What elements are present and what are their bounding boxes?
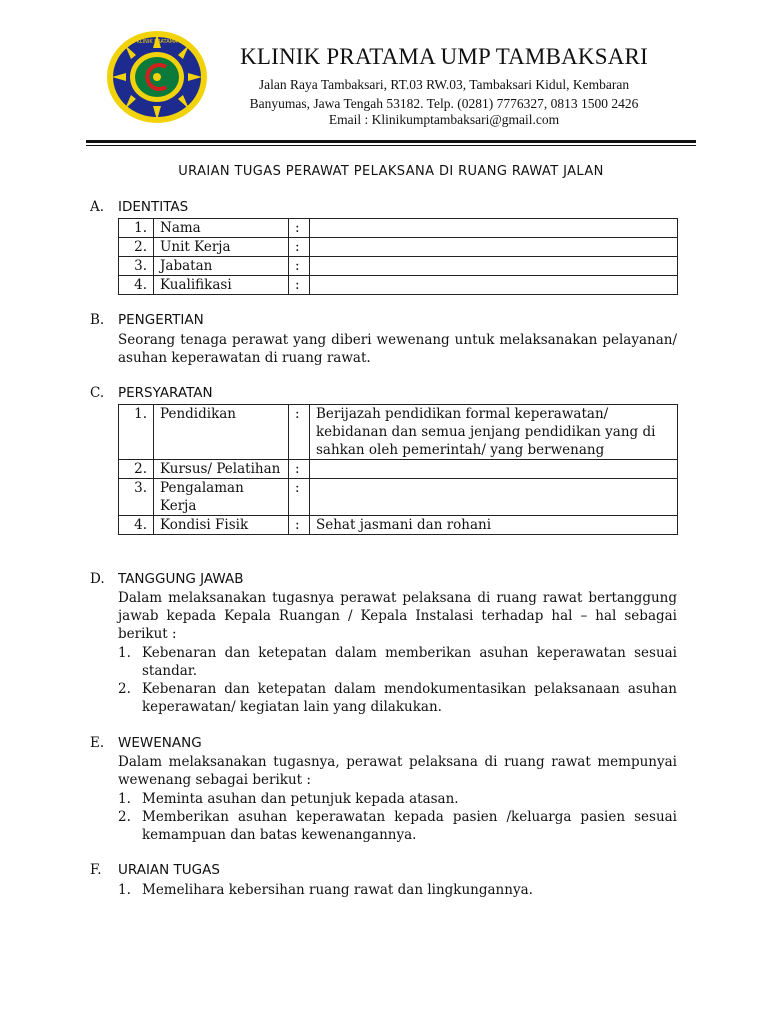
row-number: 4. bbox=[119, 516, 154, 535]
clinic-logo bbox=[106, 30, 208, 124]
row-colon: : bbox=[289, 460, 310, 479]
section-letter: F. bbox=[90, 862, 102, 878]
section-letter: C. bbox=[90, 385, 105, 401]
table-row bbox=[119, 405, 678, 460]
item-text: Memelihara kebersihan ruang rawat dan lingkungannya. bbox=[142, 882, 533, 898]
address-line-1: Jalan Raya Tambaksari, RT.03 RW.03, Tambaksari Kidul, Kembaran bbox=[258, 77, 630, 92]
item-number: 2. bbox=[118, 681, 131, 697]
section-letter: D. bbox=[90, 571, 105, 587]
row-label: Pengalaman Kerja bbox=[154, 479, 289, 516]
svg-text:KLINIK PRATAMA: KLINIK PRATAMA bbox=[136, 39, 178, 45]
row-colon: : bbox=[289, 405, 310, 460]
section-title: PENGERTIAN bbox=[118, 312, 204, 328]
row-value bbox=[310, 257, 678, 276]
row-value bbox=[310, 276, 678, 295]
item-text: Meminta asuhan dan petunjuk kepada atasan. bbox=[142, 791, 459, 807]
row-label: Pendidikan bbox=[154, 405, 289, 460]
clinic-name: KLINIK PRATAMA UMP TAMBAKSARI bbox=[240, 44, 648, 69]
row-label: Jabatan bbox=[154, 257, 289, 276]
row-label: Kursus/ Pelatihan bbox=[154, 460, 289, 479]
row-label: Nama bbox=[154, 219, 289, 238]
item-text: Kebenaran dan ketepatan dalam mendokumentasikan pelaksanaan asuhan keperawatan/ kegiatan lain yang dilakukan. bbox=[142, 681, 677, 715]
row-number: 3. bbox=[119, 479, 154, 516]
section-title: URAIAN TUGAS bbox=[118, 862, 220, 878]
header-rule-thin bbox=[86, 145, 696, 146]
row-colon: : bbox=[289, 257, 310, 276]
address-line-2: Banyumas, Jawa Tengah 53182. Telp. (0281) 7776327, 0813 1500 2426 bbox=[249, 96, 639, 111]
row-number: 4. bbox=[119, 276, 154, 295]
section-title: PERSYARATAN bbox=[118, 385, 213, 401]
item-number: 2. bbox=[118, 809, 131, 825]
section-title: IDENTITAS bbox=[118, 199, 189, 215]
item-number: 1. bbox=[118, 882, 131, 898]
row-colon: : bbox=[289, 276, 310, 295]
row-value bbox=[310, 460, 678, 479]
row-value bbox=[310, 238, 678, 257]
row-number: 3. bbox=[119, 257, 154, 276]
table-row bbox=[119, 257, 678, 276]
row-colon: : bbox=[289, 219, 310, 238]
email-line: Email : Klinikumptambaksari@gmail.com bbox=[328, 112, 560, 127]
row-value: Sehat jasmani dan rohani bbox=[310, 516, 678, 535]
row-number: 2. bbox=[119, 460, 154, 479]
table-row bbox=[119, 276, 678, 295]
wewenang-intro: Dalam melaksanakan tugasnya, perawat pelaksana di ruang rawat mempunyai wewenang sebagai berikut : bbox=[118, 754, 677, 788]
row-colon: : bbox=[289, 479, 310, 516]
row-number: 2. bbox=[119, 238, 154, 257]
row-number: 1. bbox=[119, 219, 154, 238]
row-label: Unit Kerja bbox=[154, 238, 289, 257]
table-row bbox=[119, 460, 678, 479]
table-row bbox=[119, 219, 678, 238]
row-value bbox=[310, 219, 678, 238]
row-value: Berijazah pendidikan formal keperawatan/ kebidanan dan semua jenjang pendidikan yang di sahkan oleh pemerintah/ yang berwenang bbox=[310, 405, 678, 460]
section-letter: B. bbox=[90, 312, 105, 328]
row-value bbox=[310, 479, 678, 516]
item-number: 1. bbox=[118, 791, 131, 807]
section-title: TANGGUNG JAWAB bbox=[118, 571, 244, 587]
section-letter: E. bbox=[90, 735, 105, 751]
persyaratan-table bbox=[118, 404, 678, 535]
row-label: Kondisi Fisik bbox=[154, 516, 289, 535]
table-row bbox=[119, 516, 678, 535]
document-title: URAIAN TUGAS PERAWAT PELAKSANA DI RUANG RAWAT JALAN bbox=[178, 164, 604, 179]
row-number: 1. bbox=[119, 405, 154, 460]
row-colon: : bbox=[289, 516, 310, 535]
item-text: Memberikan asuhan keperawatan kepada pasien /keluarga pasien sesuai kemampuan dan batas kewenangannya. bbox=[142, 809, 677, 843]
row-colon: : bbox=[289, 238, 310, 257]
row-label: Kualifikasi bbox=[154, 276, 289, 295]
item-text: Kebenaran dan ketepatan dalam memberikan asuhan keperawatan sesuai standar. bbox=[142, 645, 677, 679]
table-row bbox=[119, 479, 678, 516]
section-letter: A. bbox=[90, 199, 105, 215]
item-number: 1. bbox=[118, 645, 131, 661]
pengertian-text: Seorang tenaga perawat yang diberi wewenang untuk melaksanakan pelayanan/ asuhan keperawatan di ruang rawat. bbox=[118, 332, 677, 366]
tanggung-jawab-intro: Dalam melaksanakan tugasnya perawat pelaksana di ruang rawat bertanggung jawab kepada Kepala Ruangan / Kepala Instalasi terhadap hal – hal sebagai berikut : bbox=[118, 590, 677, 642]
table-row bbox=[119, 238, 678, 257]
section-title: WEWENANG bbox=[118, 735, 202, 751]
header-rule-thick bbox=[86, 140, 696, 143]
identitas-table bbox=[118, 218, 678, 295]
